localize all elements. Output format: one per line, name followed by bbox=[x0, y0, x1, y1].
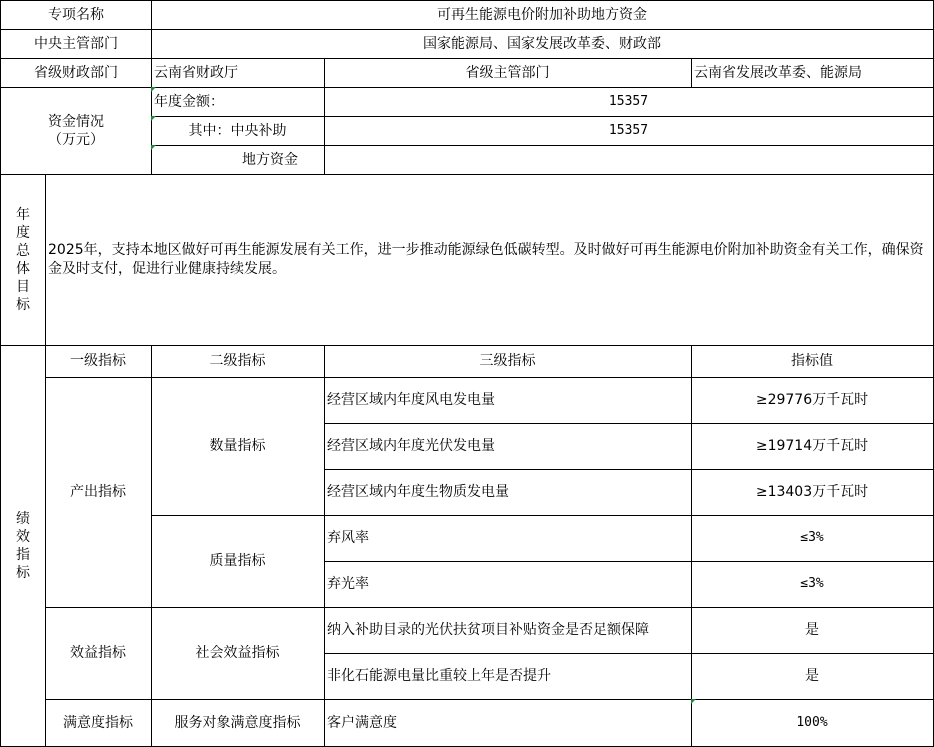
indicator-name: 经营区域内年度生物质发电量 bbox=[324, 469, 692, 516]
prov-finance-label: 省级财政部门 bbox=[0, 58, 152, 88]
central-subsidy-label: 其中：中央补助 bbox=[151, 116, 325, 146]
indicator-name: 经营区域内年度风电发电量 bbox=[324, 377, 692, 424]
indicator-value: 是 bbox=[691, 607, 934, 654]
quantity-indicator-label: 数量指标 bbox=[151, 377, 325, 516]
indicator-value: 是 bbox=[691, 653, 934, 700]
local-funds-value bbox=[324, 145, 934, 175]
service-satisfaction-indicator-label: 服务对象满意度指标 bbox=[151, 699, 325, 747]
project-name-value: 可再生能源电价附加补助地方资金 bbox=[151, 0, 934, 30]
indicator-name: 非化石能源电量比重较上年是否提升 bbox=[324, 653, 692, 700]
indicator-name: 弃风率 bbox=[324, 515, 692, 562]
annual-amount-label: 年度金额： bbox=[151, 87, 325, 117]
indicator-value: ≤3% bbox=[691, 561, 934, 608]
indicator-name: 客户满意度 bbox=[324, 699, 692, 747]
goal-label-char: 度 bbox=[16, 224, 30, 241]
indicator-value: ≥29776万千瓦时 bbox=[691, 377, 934, 424]
goal-label-char: 年 bbox=[16, 206, 30, 223]
indicator-value: ≥19714万千瓦时 bbox=[691, 423, 934, 470]
local-funds-label bbox=[151, 145, 325, 175]
indicator-value: 100% bbox=[691, 699, 934, 747]
central-subsidy-value: 15357 bbox=[324, 116, 934, 146]
perf-label-char: 标 bbox=[16, 564, 30, 581]
annual-goal-text: 2025年，支持本地区做好可再生能源发展有关工作，进一步推动能源绿色低碳转型。及时做好可再生能源电价附加补助资金有关工作，确保资金及时支付，促进行业健康持续发展。 bbox=[45, 174, 934, 346]
perf-label-char: 效 bbox=[16, 528, 30, 545]
perf-label-char: 指 bbox=[16, 546, 30, 563]
benefit-indicator-label: 效益指标 bbox=[45, 607, 152, 700]
indicator-name: 纳入补助目录的光伏扶贫项目补贴资金是否足额保障 bbox=[324, 607, 692, 654]
indicator-name: 弃光率 bbox=[324, 561, 692, 608]
prov-finance-value: 云南省财政厅 bbox=[151, 58, 325, 88]
indicator-name: 经营区域内年度光伏发电量 bbox=[324, 423, 692, 470]
funds-label-line2: （万元） bbox=[48, 131, 104, 148]
goal-label-char: 体 bbox=[16, 260, 30, 277]
goal-label-char: 标 bbox=[16, 296, 30, 313]
goal-label-char: 目 bbox=[16, 278, 30, 295]
funds-label bbox=[0, 87, 152, 175]
indicator-value: ≤3% bbox=[691, 515, 934, 562]
funds-label-line1: 资金情况 bbox=[48, 113, 104, 130]
indicator-value: ≥13403万千瓦时 bbox=[691, 469, 934, 516]
annual-amount-value: 15357 bbox=[324, 87, 934, 117]
prov-dept-value: 云南省发展改革委、能源局 bbox=[691, 58, 934, 88]
header-level2: 二级指标 bbox=[151, 345, 325, 378]
quality-indicator-label: 质量指标 bbox=[151, 515, 325, 608]
social-benefit-indicator-label: 社会效益指标 bbox=[151, 607, 325, 700]
project-name-label: 专项名称 bbox=[0, 0, 152, 30]
central-dept-value: 国家能源局、国家发展改革委、财政部 bbox=[151, 29, 934, 59]
central-dept-label: 中央主管部门 bbox=[0, 29, 152, 59]
goal-label-char: 总 bbox=[16, 242, 30, 259]
output-indicator-label: 产出指标 bbox=[45, 377, 152, 608]
annual-goal-label bbox=[0, 174, 46, 346]
header-value: 指标值 bbox=[691, 345, 934, 378]
perf-label-char: 绩 bbox=[16, 510, 30, 527]
header-level3: 三级指标 bbox=[324, 345, 692, 378]
prov-dept-label: 省级主管部门 bbox=[324, 58, 692, 88]
satisfaction-indicator-label: 满意度指标 bbox=[45, 699, 152, 747]
performance-indicators-label bbox=[0, 345, 46, 747]
header-level1: 一级指标 bbox=[45, 345, 152, 378]
local-funds-label-text: 地方资金 bbox=[242, 151, 298, 168]
